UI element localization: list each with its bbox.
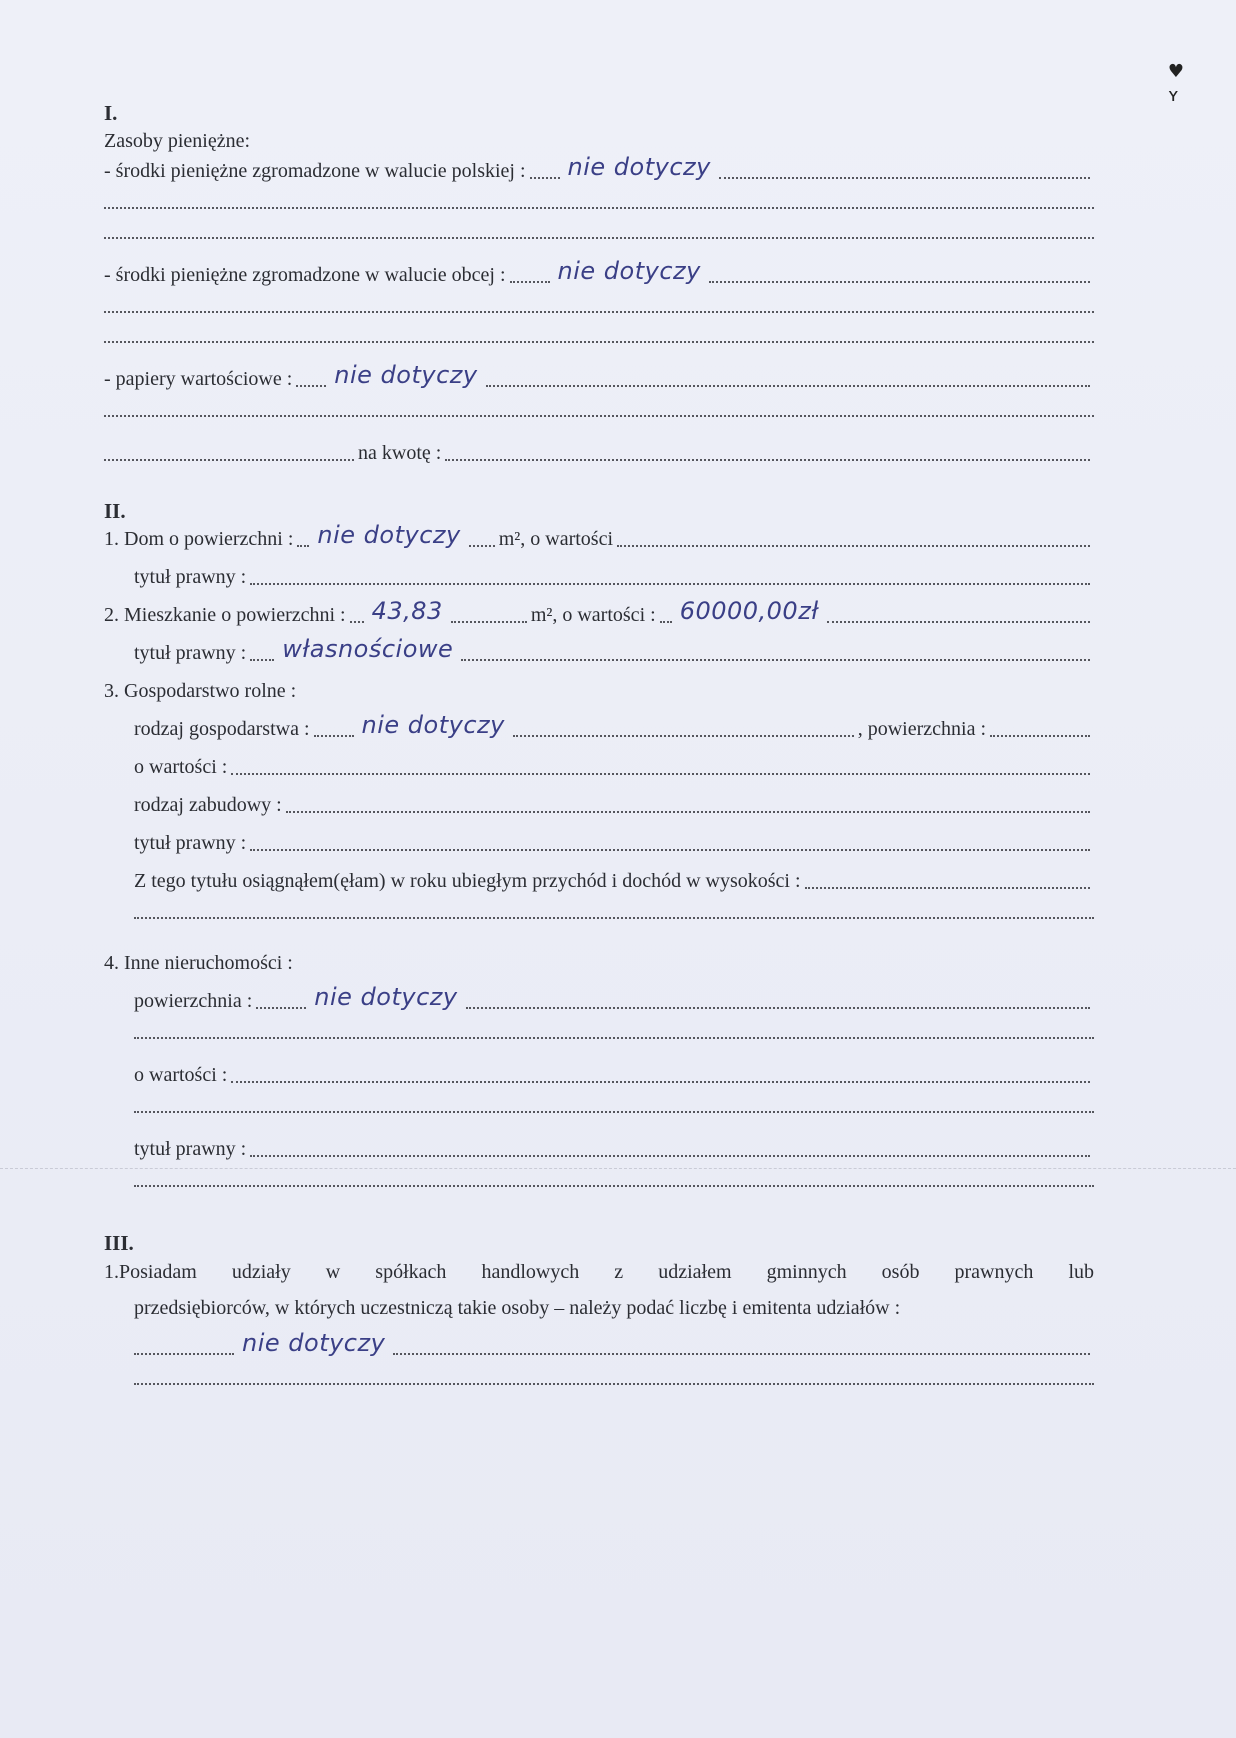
house-row [104, 521, 1094, 554]
other-area-leader [256, 1007, 306, 1009]
flat-value[interactable]: 60000,00zł [679, 597, 819, 625]
section-iii-title: III. [104, 1231, 134, 1255]
house-unit: m², o wartości [498, 528, 614, 550]
flat-title-value[interactable]: własnościowe [282, 635, 454, 663]
flat-area-trail [451, 621, 527, 623]
securities-blank-1[interactable] [104, 394, 1094, 424]
securities-row [104, 361, 1094, 394]
section-i-title: I. [104, 101, 118, 125]
farm-title-field[interactable] [250, 849, 1090, 851]
other-value-label: o wartości : [134, 1064, 228, 1086]
farm-buildings-field[interactable] [286, 811, 1090, 813]
farm-value-row [104, 752, 1094, 782]
securities-label: - papiery wartościowe : [104, 368, 293, 390]
foreign-label: - środki pieniężne zgromadzone w walucie obcej : [104, 264, 506, 286]
farm-income-row [104, 866, 1094, 896]
farm-type-label: rodzaj gospodarstwa : [134, 718, 310, 740]
shares-value[interactable]: nie dotyczy [242, 1329, 386, 1357]
pln-fill [719, 177, 1090, 179]
flat-area[interactable]: 43,83 [371, 597, 443, 625]
pln-value[interactable]: nie dotyczy [567, 153, 711, 181]
farm-buildings-row [104, 790, 1094, 820]
pln-row [104, 153, 1094, 186]
flat-row [104, 597, 1094, 630]
house-title-row [104, 562, 1094, 592]
flat-title-label: tytuł prawny : [134, 642, 247, 664]
pln-label: - środki pieniężne zgromadzone w walucie polskiej : [104, 160, 526, 182]
house-leader [297, 545, 309, 547]
farm-title-label: tytuł prawny : [134, 832, 247, 854]
flat-title-fill [461, 659, 1090, 661]
other-row [104, 948, 1094, 978]
house-value-field[interactable] [617, 545, 1090, 547]
shares-leader [134, 1353, 234, 1355]
flat-label: 2. Mieszkanie o powierzchni : [104, 604, 346, 626]
farm-type-fill [513, 735, 854, 737]
other-label: 4. Inne nieruchomości : [104, 952, 293, 974]
flat-value-leader [660, 621, 672, 623]
other-area-fill [466, 1007, 1090, 1009]
farm-type-leader [314, 735, 354, 737]
farm-income-label: Z tego tytułu osiągnąłem(ęłam) w roku ubiegłym przychód i dochód w wysokości : [134, 870, 801, 892]
farm-label: 3. Gospodarstwo rolne : [104, 680, 297, 702]
farm-title-row [104, 828, 1094, 858]
shares-line-2: przedsiębiorców, w których uczestniczą takie osoby – należy podać liczbę i emitenta udziałów : [134, 1297, 901, 1319]
foreign-row [104, 257, 1094, 290]
foreign-fill [709, 281, 1090, 283]
other-value-field[interactable] [231, 1081, 1090, 1083]
other-value-row [104, 1060, 1094, 1090]
farm-value-label: o wartości : [134, 756, 228, 778]
securities-fill [486, 385, 1090, 387]
farm-row [104, 676, 1094, 706]
house-trail [469, 545, 495, 547]
amount-row [104, 438, 1094, 468]
pln-leader [530, 177, 560, 179]
farm-type-value[interactable]: nie dotyczy [361, 711, 505, 739]
other-title-label: tytuł prawny : [134, 1138, 247, 1160]
other-title-row [104, 1134, 1094, 1164]
flat-leader [350, 621, 364, 623]
house-label: 1. Dom o powierzchni : [104, 528, 294, 550]
flat-title-leader [250, 659, 274, 661]
pln-blank-1[interactable] [104, 186, 1094, 216]
flat-unit: m², o wartości : [530, 604, 656, 626]
house-value[interactable]: nie dotyczy [317, 521, 461, 549]
foreign-value[interactable]: nie dotyczy [557, 257, 701, 285]
pln-blank-2[interactable] [104, 216, 1094, 246]
other-title-field[interactable] [250, 1155, 1090, 1157]
amount-label: na kwotę : [358, 442, 442, 464]
farm-income-blank[interactable] [104, 896, 1094, 926]
other-area-label: powierzchnia : [134, 990, 253, 1012]
section-ii-title: II. [104, 499, 126, 523]
foreign-blank-1[interactable] [104, 290, 1094, 320]
farm-type-row [104, 711, 1094, 744]
farm-value-field[interactable] [231, 773, 1090, 775]
securities-leader [296, 385, 326, 387]
shares-line-1: 1.Posiadam udziały w spółkach handlowych z udziałem gminnych osób prawnych lub [104, 1261, 1094, 1283]
other-area-blank[interactable] [104, 1016, 1094, 1046]
house-title-field[interactable] [250, 583, 1090, 585]
flat-title-row [104, 635, 1094, 668]
amount-leader [104, 459, 354, 461]
margin-marks: ♥ ʏ [1167, 61, 1184, 106]
house-title-label: tytuł prawny : [134, 566, 247, 588]
other-area-row [104, 983, 1094, 1016]
shares-row [104, 1329, 1094, 1362]
form-content [104, 100, 1094, 1392]
farm-income-field[interactable] [805, 887, 1090, 889]
shares-blank[interactable] [104, 1362, 1094, 1392]
other-area-value[interactable]: nie dotyczy [314, 983, 458, 1011]
other-value-blank[interactable] [104, 1090, 1094, 1120]
securities-value[interactable]: nie dotyczy [334, 361, 478, 389]
cash-heading: Zasoby pieniężne: [104, 130, 251, 152]
farm-buildings-label: rodzaj zabudowy : [134, 794, 282, 816]
foreign-blank-2[interactable] [104, 320, 1094, 350]
amount-field[interactable] [445, 459, 1090, 461]
flat-value-fill [827, 621, 1090, 623]
other-title-blank[interactable] [104, 1164, 1094, 1194]
farm-area-field[interactable] [990, 735, 1090, 737]
shares-fill [393, 1353, 1090, 1355]
farm-area-label: , powierzchnia : [857, 718, 986, 740]
foreign-leader [510, 281, 550, 283]
